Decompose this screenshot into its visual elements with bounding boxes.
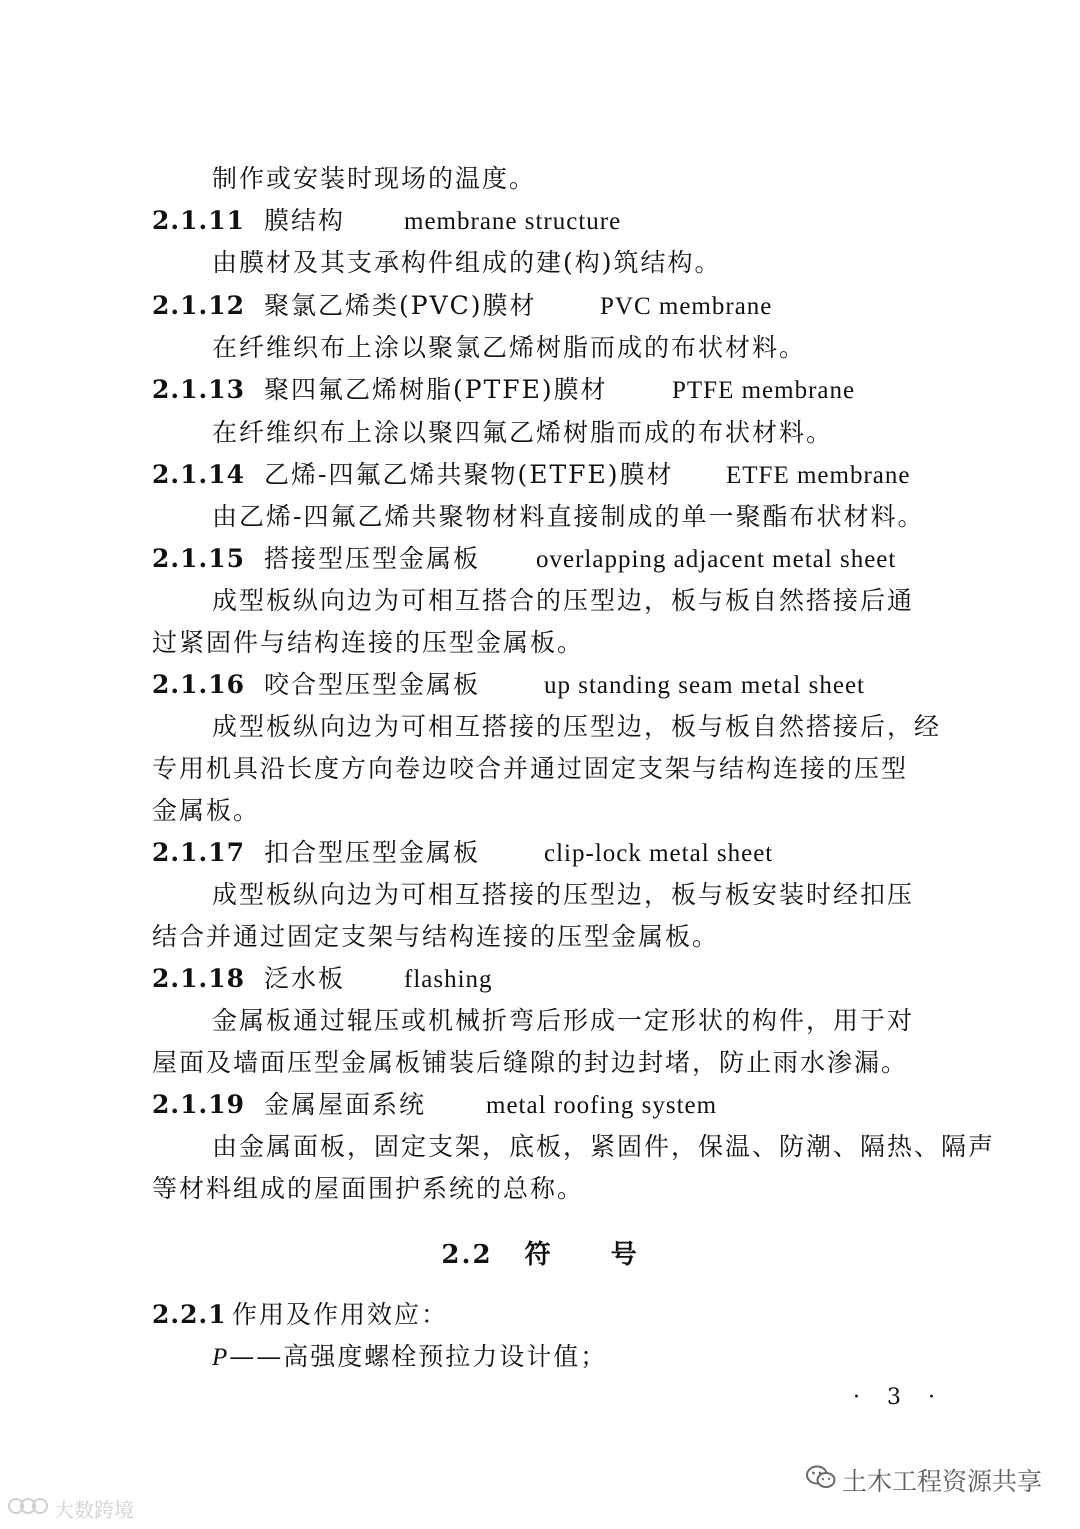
text-line: 制作或安装时现场的温度。 xyxy=(212,164,537,193)
term-2-1-13 xyxy=(152,373,940,408)
clause-number: 2.1.18 xyxy=(152,964,245,993)
definition-text: 由膜材及其支承构件组成的建(构)筑结构。 xyxy=(212,248,722,277)
definition-text: 等材料组成的屋面围护系统的总称。 xyxy=(152,1174,585,1203)
definition-text: 金属板通过辊压或机械折弯后形成一定形状的构件，用于对 xyxy=(212,1006,915,1035)
definition-text: 金属板。 xyxy=(152,796,261,825)
clause-number: 2.1.13 xyxy=(152,375,245,404)
term-chinese: 聚氯乙烯类(PVC)膜材 xyxy=(264,291,537,320)
term-2-1-17 xyxy=(152,836,940,871)
symbol-definition xyxy=(212,1340,940,1375)
term-chinese: 搭接型压型金属板 xyxy=(264,544,481,573)
symbol-text: ——高强度螺栓预拉力设计值； xyxy=(229,1342,608,1371)
definition-text: 在纤维织布上涂以聚氯乙烯树脂而成的布状材料。 xyxy=(212,333,807,362)
definition-text: 由金属面板，固定支架，底板，紧固件，保温、防潮、隔热、隔声 xyxy=(212,1132,996,1161)
term-2-1-15 xyxy=(152,542,940,577)
term-2-1-19 xyxy=(152,1088,940,1123)
section-number: 2.2 xyxy=(441,1240,493,1270)
term-2-1-16 xyxy=(152,668,940,703)
definition-text: 成型板纵向边为可相互搭接的压型边，板与板安装时经扣压 xyxy=(212,880,915,909)
watermark-text: 大数跨境 xyxy=(54,1498,134,1522)
definition-text: 由乙烯-四氟乙烯共聚物材料直接制成的单一聚酯布状材料。 xyxy=(212,502,925,531)
term-chinese: 乙烯-四氟乙烯共聚物(ETFE)膜材 xyxy=(264,460,674,489)
term-chinese: 扣合型压型金属板 xyxy=(264,838,481,867)
clause-number: 2.1.15 xyxy=(152,544,245,573)
clause-number: 2.1.19 xyxy=(152,1090,245,1119)
page-number: · 3 · xyxy=(853,1385,945,1410)
logo-icon xyxy=(6,1495,50,1522)
clause-number: 2.1.17 xyxy=(152,838,245,867)
section-title-char: 符 xyxy=(524,1240,553,1270)
term-2-1-12 xyxy=(152,289,940,324)
term-chinese: 聚四氟乙烯树脂(PTFE)膜材 xyxy=(264,375,608,404)
term-english: ETFE membrane xyxy=(726,462,911,489)
term-english: up standing seam metal sheet xyxy=(544,672,865,699)
symbol: P xyxy=(212,1344,230,1371)
term-english: membrane structure xyxy=(404,208,622,235)
watermark-left xyxy=(6,1494,134,1523)
term-2-1-18 xyxy=(152,962,940,997)
term-english: overlapping adjacent metal sheet xyxy=(536,546,897,573)
watermark-right xyxy=(806,1462,1042,1498)
term-chinese: 膜结构 xyxy=(264,206,346,235)
term-chinese: 金属屋面系统 xyxy=(264,1090,427,1119)
definition-text: 成型板纵向边为可相互搭合的压型边，板与板自然搭接后通 xyxy=(212,586,915,615)
clause-number: 2.1.12 xyxy=(152,291,245,320)
section-heading xyxy=(0,1234,1080,1271)
term-2-1-11 xyxy=(152,204,940,239)
term-english: flashing xyxy=(404,966,493,993)
definition-text: 屋面及墙面压型金属板铺装后缝隙的封边封堵，防止雨水渗漏。 xyxy=(152,1048,909,1077)
clause-2-2-1 xyxy=(152,1298,940,1332)
definition-text: 成型板纵向边为可相互搭接的压型边，板与板自然搭接后，经 xyxy=(212,712,942,741)
term-english: PVC membrane xyxy=(600,293,773,320)
clause-number: 2.1.11 xyxy=(152,206,245,235)
term-english: PTFE membrane xyxy=(672,377,856,404)
term-2-1-14 xyxy=(152,458,940,493)
clause-number: 2.1.14 xyxy=(152,460,245,489)
term-english: metal roofing system xyxy=(486,1092,718,1119)
term-chinese: 咬合型压型金属板 xyxy=(264,670,481,699)
wechat-icon xyxy=(806,1464,836,1496)
definition-text: 在纤维织布上涂以聚四氟乙烯树脂而成的布状材料。 xyxy=(212,418,834,447)
watermark-text: 土木工程资源共享 xyxy=(841,1467,1042,1496)
definition-text: 过紧固件与结构连接的压型金属板。 xyxy=(152,628,585,657)
clause-text: 作用及作用效应： xyxy=(232,1300,449,1329)
term-english: clip-lock metal sheet xyxy=(544,840,774,867)
definition-text: 结合并通过固定支架与结构连接的压型金属板。 xyxy=(152,922,720,951)
clause-number: 2.2.1 xyxy=(152,1300,227,1329)
section-title-char: 号 xyxy=(610,1240,639,1270)
term-chinese: 泛水板 xyxy=(264,964,346,993)
definition-text: 专用机具沿长度方向卷边咬合并通过固定支架与结构连接的压型 xyxy=(152,754,909,783)
clause-number: 2.1.16 xyxy=(152,670,245,699)
